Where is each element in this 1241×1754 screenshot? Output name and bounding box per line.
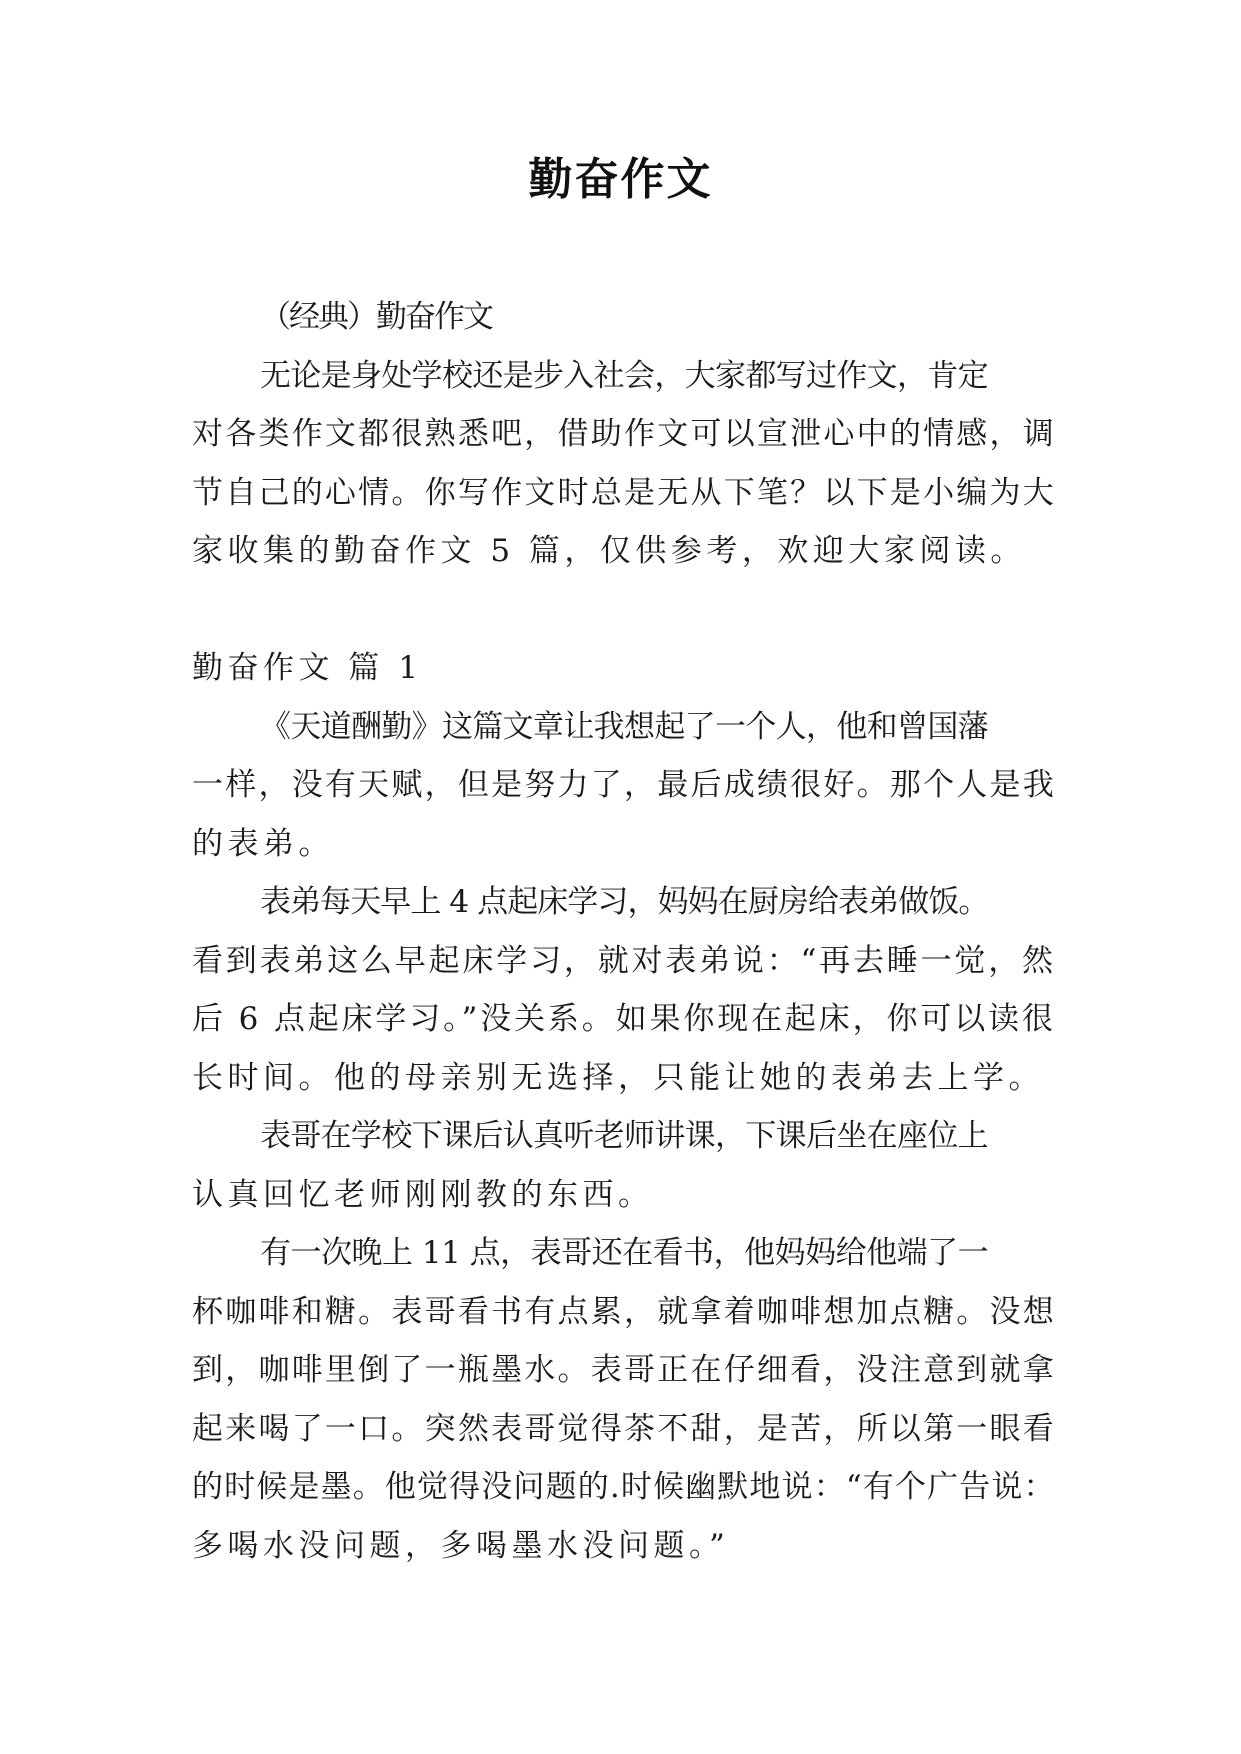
text-line: 对各类作文都很熟悉吧，借助作文可以宣泄心中的情感，调 [192, 416, 1056, 452]
text-line: 认真回忆老师刚刚教的东西。 [192, 1176, 654, 1213]
text-line: 的表弟。 [192, 825, 334, 862]
text-line: 多喝水没问题，多喝墨水没问题。” [192, 1527, 730, 1564]
text-line: （经典）勤奋作文 [260, 299, 492, 335]
text-line: 表弟每天早上 4 点起床学习，妈妈在厨房给表弟做饭。 [260, 884, 989, 920]
text-line: 杯咖啡和糖。表哥看书有点累，就拿着咖啡想加点糖。没想 [192, 1293, 1056, 1330]
text-line: 有一次晚上 11 点，表哥还在看书，他妈妈给他端了一 [260, 1235, 989, 1271]
blank-line [192, 581, 1056, 640]
document-body [192, 288, 1056, 1575]
document-title: 勤奋作文 [528, 154, 713, 205]
text-line: 节自己的心情。你写作文时总是无从下笔？以下是小编为大 [192, 474, 1056, 511]
text-line: 勤奋作文 篇 1 [192, 650, 423, 686]
text-line: 后 6 点起床学习。”没关系。如果你现在起床，你可以读很 [192, 1001, 1056, 1037]
text-line: 表哥在学校下课后认真听老师讲课，下课后坐在座位上 [260, 1118, 988, 1154]
text-line: 起来喝了一口。突然表哥觉得茶不甜，是苦，所以第一眼看 [192, 1410, 1056, 1447]
text-line: 的时候是墨。他觉得没问题的.时候幽默地说：“有个广告说： [192, 1469, 1056, 1505]
text-line: 到，咖啡里倒了一瓶墨水。表哥正在仔细看，没注意到就拿 [192, 1352, 1056, 1388]
text-line: 家收集的勤奋作文 5 篇，仅供参考，欢迎大家阅读。 [192, 533, 1026, 569]
text-line: 一样，没有天赋，但是努力了，最后成绩很好。那个人是我 [192, 767, 1056, 803]
text-line: 无论是身处学校还是步入社会，大家都写过作文，肯定 [260, 357, 988, 394]
text-line: 《天道酬勤》这篇文章让我想起了一个人，他和曾国藩 [260, 708, 988, 745]
text-line: 长时间。他的母亲别无选择，只能让她的表弟去上学。 [192, 1059, 1044, 1096]
text-line: 看到表弟这么早起床学习，就对表弟说：“再去睡一觉，然 [192, 942, 1056, 979]
